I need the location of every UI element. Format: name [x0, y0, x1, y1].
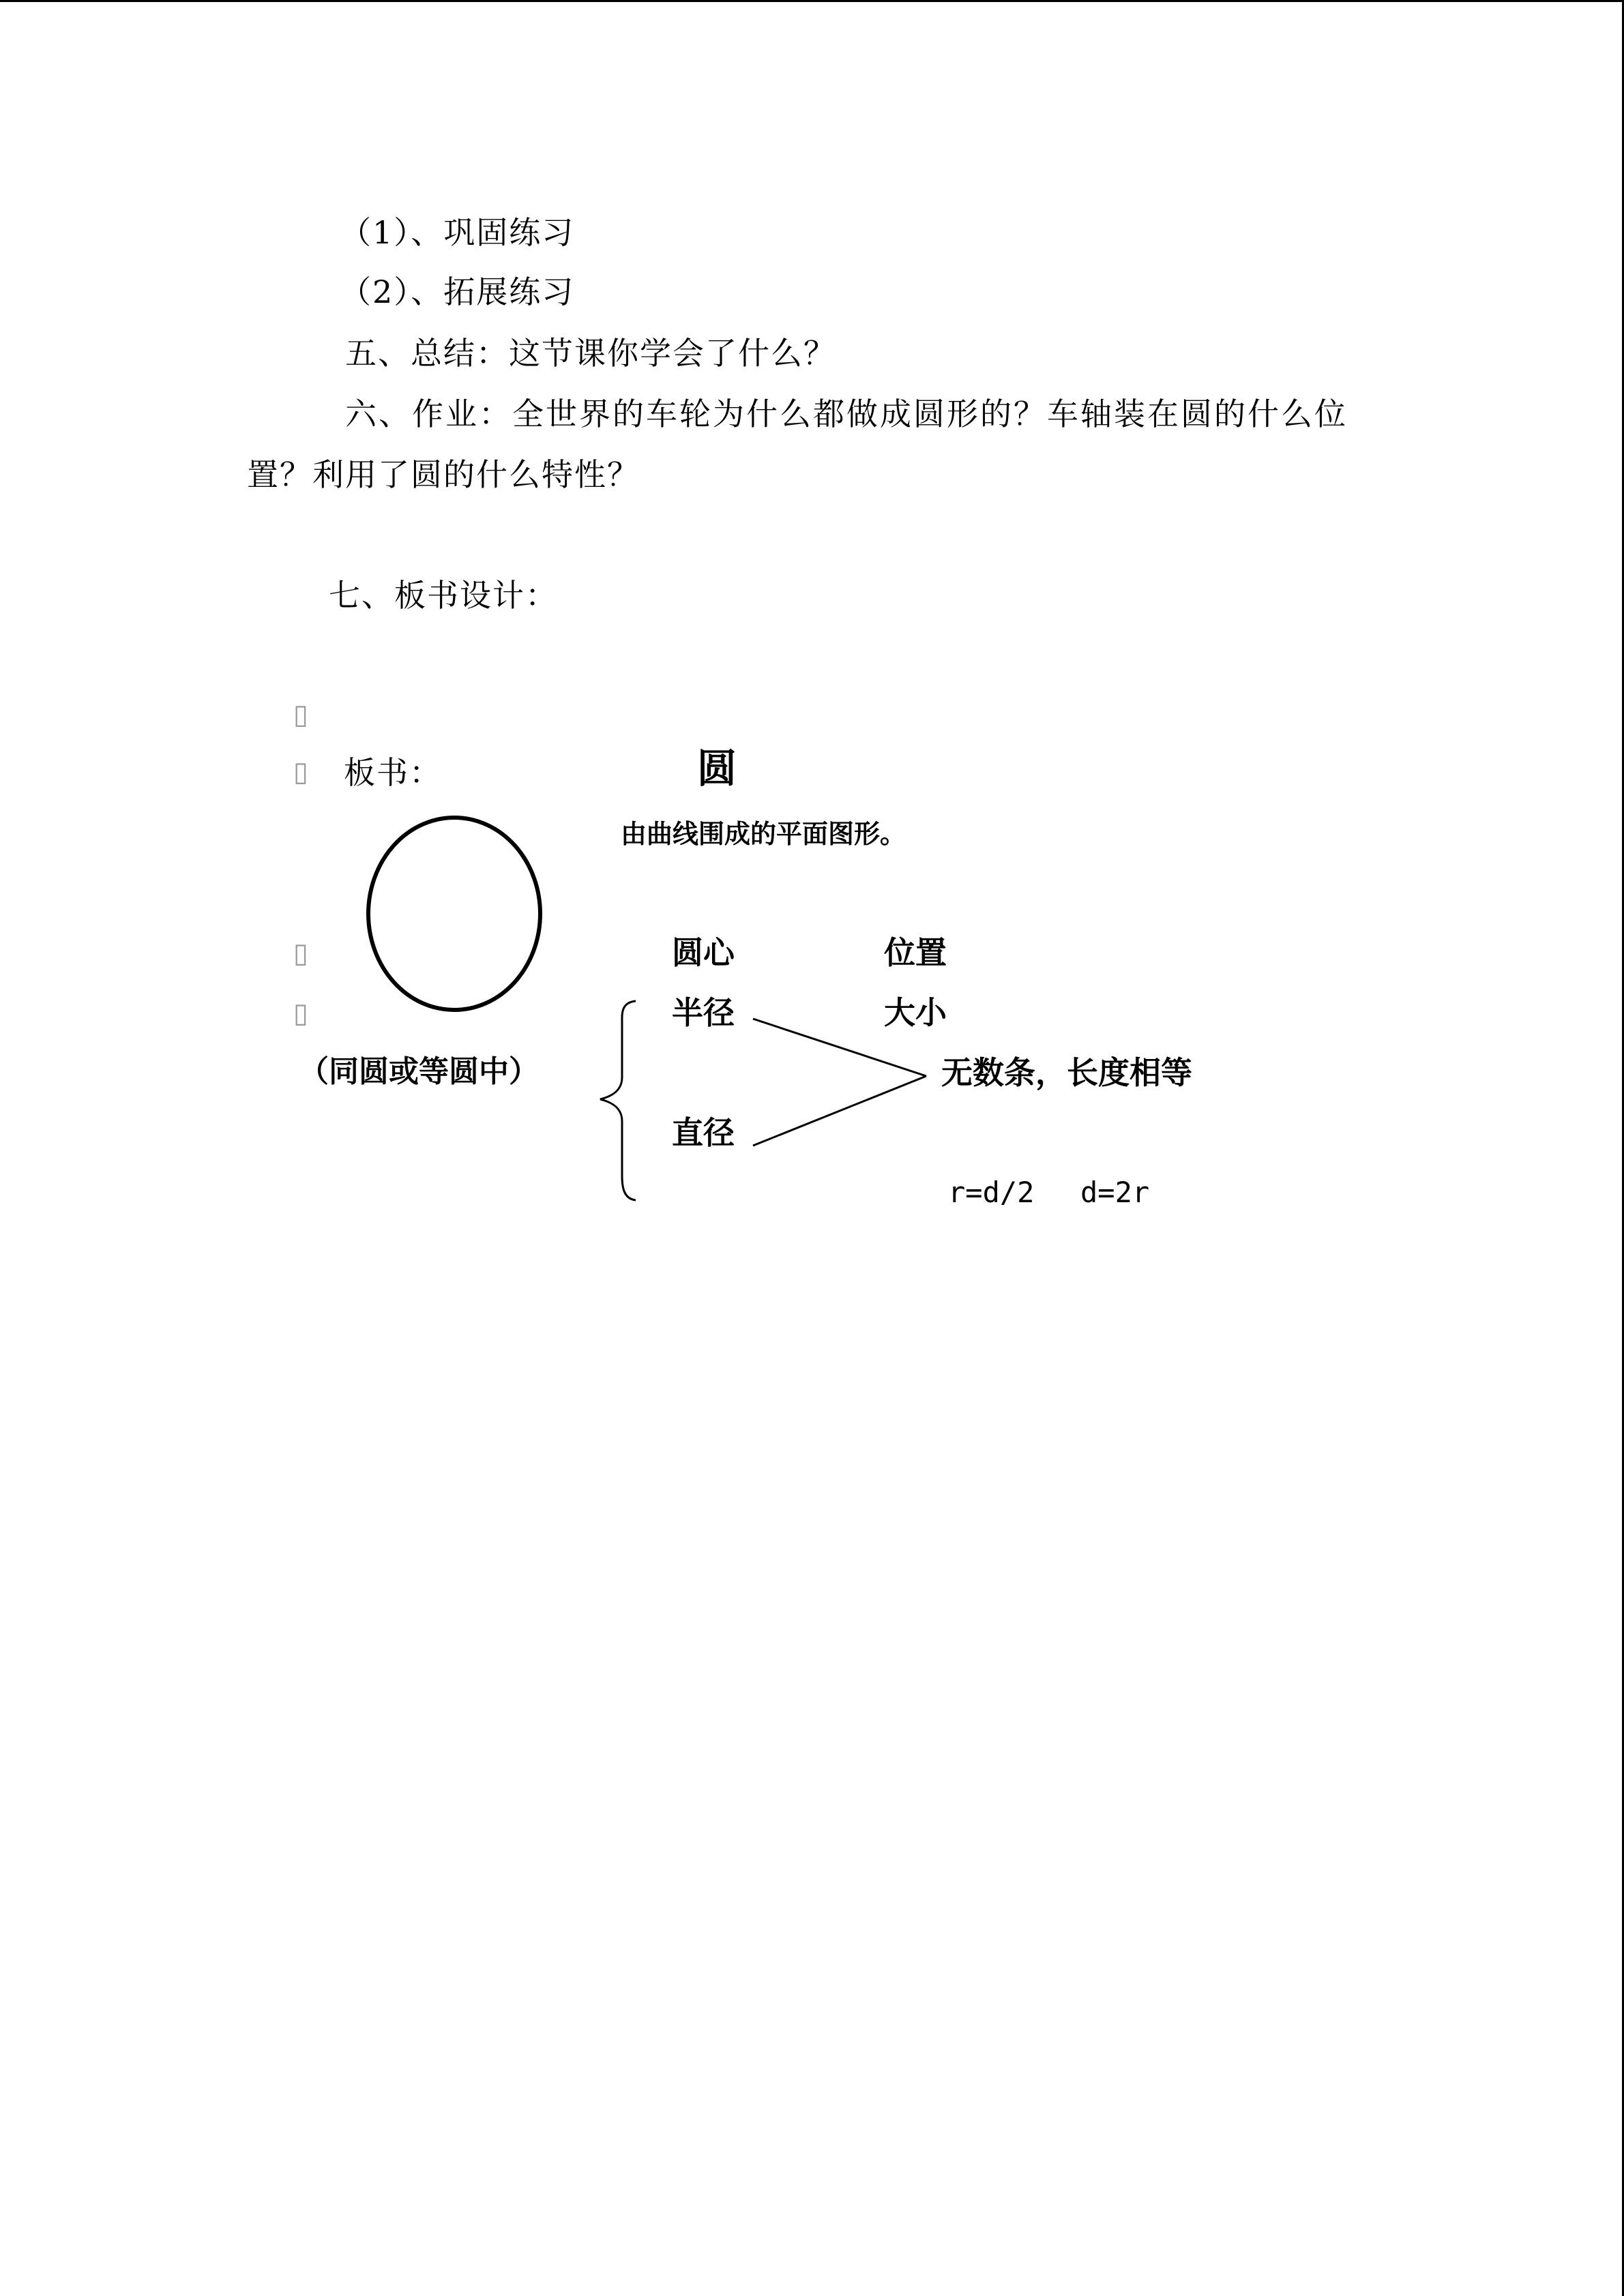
label-position: 位置: [884, 934, 947, 971]
same-circle-note: （同圆或等圆中）: [299, 1054, 539, 1089]
infinite-equal-length: 无数条，长度相等: [941, 1054, 1192, 1091]
formula-radius: r=d/2: [948, 1176, 1035, 1209]
left-brace: [600, 1001, 636, 1200]
board-title: 圆: [697, 745, 737, 792]
diameter-connector-line: [753, 1076, 926, 1146]
placeholder-glyph-2: ▯: [293, 756, 309, 788]
placeholder-glyph-1: ▯: [293, 699, 309, 730]
board-label: 板书：: [344, 754, 442, 791]
homework-line-2: 置？利用了圆的什么特性？: [247, 456, 640, 493]
placeholder-glyph-4: ▯: [293, 998, 309, 1029]
formula-diameter: d=2r: [1080, 1176, 1150, 1209]
board-design-heading: 七、板书设计：: [329, 577, 558, 614]
label-size: 大小: [884, 994, 947, 1031]
practice-consolidate: （1）、巩固练习: [340, 214, 575, 251]
placeholder-glyph-3: ▯: [293, 938, 309, 969]
summary-heading: 五、总结：这节课你学会了什么？: [345, 335, 836, 372]
label-diameter: 直径: [672, 1114, 735, 1151]
label-center: 圆心: [672, 934, 735, 971]
radius-connector-line: [753, 1019, 926, 1076]
homework-line-1: 六、作业：全世界的车轮为什么都做成圆形的？车轴装在圆的什么位: [345, 396, 1348, 432]
circle-definition: 由曲线围成的平面图形。: [621, 819, 906, 849]
practice-extend: （2）、拓展练习: [340, 273, 575, 310]
label-radius: 半径: [672, 994, 735, 1031]
circle-shape: [368, 818, 540, 1010]
